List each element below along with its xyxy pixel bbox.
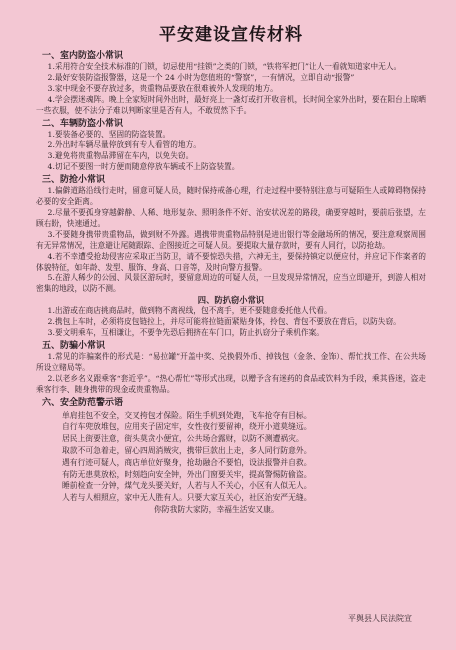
section-heading-vehicle: 二、车辆防盗小常识 <box>42 118 124 129</box>
verse-line: 居民上街要注意，街头莫贪小便宜，公共场合露财，以防不测遭祸灾。 <box>62 434 304 444</box>
paragraph: 3.家中现金不要存放过多，贵重物品要放在很难被外人发现的地方。 <box>47 83 278 93</box>
paragraph: 2.最好安装防盗报警器，这是一个 24 小时为您值班的“警察”，一有情况，立即自动“报警” <box>47 72 355 82</box>
paragraph: 5.在游人稀少的公园、风景区游玩时，要留意周边的可疑人员，一旦发现异常情况，应当立即避开，到游人相对密集的地段，以防不测。 <box>36 273 426 294</box>
paragraph: 2.外出时车辆尽量停放到有专人看管的地方。 <box>47 140 201 150</box>
section-heading-fraud: 五、防骗小常识 <box>42 340 106 351</box>
paragraph: 3.要文明乘车，互相谦让，不要争先恐后拥挤在车门口，防止扒窃分子乘机作案。 <box>47 328 324 338</box>
issuer-signature: 平舆县人民法院宣 <box>348 614 412 623</box>
paragraph: 2.尽量不要孤身穿越僻静、人稀、地形复杂、照明条件不好、治安状况差的路段，确要穿越时，要前后张望，左顾右盼，快速通过。 <box>36 207 426 228</box>
paragraph: 1.偏僻道路沿线行走时，留意可疑人员，随时保持戒备心理，行走过程中要特别注意与可疑陌生人或障碍物保持必要的安全距离。 <box>36 186 426 207</box>
verse-line: 有防无患莫放松，时刻趋向安全钟，外出门窗要关牢，提高警惕防偷盗。 <box>62 469 312 479</box>
verse-line: 单肩挂包不安全，交叉挎包才保险。陌生手机到处跑，飞车抢夺有目标。 <box>62 410 312 420</box>
paragraph: 1.出游或在商店挑商品时，做到物不离视线，包不离手，更不要随意委托他人代看。 <box>47 306 332 316</box>
paragraph: 4.若不幸遭受抢劫侵害应采取正当防卫，请不要惊恐失措，六神无主，要保持镇定以便应付，并应记下作案者的体貌特征，如年龄、发型、服饰、身高、口音等，及时向警方报警。 <box>36 251 426 272</box>
paragraph: 2.携包上车时，必须将皮包链拉上，并尽可能将拉链面紧贴身体，拎包、背包不要放在背后，以防失窃。 <box>47 317 401 327</box>
slogan-verse <box>62 410 426 516</box>
section-heading-pickpocket: 四、防扒窃小常识 <box>197 295 265 306</box>
paragraph: 3.不要随身携带贵重物品，做到财不外露。遇携带贵重物品特别是进出银行等金融场所的情况，要注意观察周围有无异常情况，注意避让尾随跟踪、企图接近之可疑人员。要提取大量存款时，要有人同行，以防抢劫。 <box>36 229 426 250</box>
paragraph: 3.避免将贵重物品滞留在车内，以免失窃。 <box>47 151 194 161</box>
paragraph: 4.切记不要图一时方便而随意停放车辆或不上防盗装置。 <box>47 162 240 172</box>
verse-final-line: 你防我防大家防，幸福生活安又康。 <box>154 504 279 514</box>
paragraph: 1.采用符合安全技术标准的门锁，切忌使用“挂锁”之类的门锁，“铁将军把门”让人一看就知道家中无人。 <box>47 62 402 71</box>
verse-line: 睡前检查一分钟，煤气龙头要关好，人若与人不关心，小区有人似无人。 <box>62 481 312 491</box>
paragraph: 1.要装备必要的、坚固的防盗装置。 <box>47 129 171 139</box>
section-heading-indoor: 一、室内防盗小常识 <box>42 51 124 61</box>
page-title: 平安建设宣传材料 <box>159 25 303 45</box>
paragraph: 2.以老乡名义跟乘客“套近乎”。“热心帮忙”等形式出现，以赠予含有迷药的食品或饮料为手段，乘其昏迷，盗走乘客行李、随身携带的现金或贵重物品。 <box>36 373 426 394</box>
section-heading-robbery: 三、防抢小常识 <box>42 175 106 186</box>
section-heading-slogans: 六、安全防范警示语 <box>42 397 124 408</box>
verse-line: 取款不可急着走，留心四周消贼灾，携带巨款出上走，多人同行防意外。 <box>62 445 312 455</box>
verse-line: 遇有行迹可疑人，商店单位好聚身，抢劫融合不要怕，设法报警并自救。 <box>62 457 312 467</box>
verse-line: 人若与人相照应，家中无人胜有人。只要大家互关心，社区治安严无缝。 <box>62 493 312 503</box>
paragraph: 4.学会摆迷魂阵。晚上全家短时间外出时，最好亮上一盏灯或打开收音机，长时间全家外出时，要在阳台上晾晒一些衣服，使不法分子难以判断家里是否有人，不敢贸然下手。 <box>36 94 426 115</box>
paragraph: 1.常见的诈骗案件的形式是：“易拉罐”开盖中奖、兑换假外币、掉钱包（金条、金饰）、帮忙找工作、在公共场所设立赌局等。 <box>36 351 426 372</box>
verse-line: 自行车兜放堆包，应用夹子固定牢，女性夜行要留神，绕开小道莫缝远。 <box>62 422 312 432</box>
